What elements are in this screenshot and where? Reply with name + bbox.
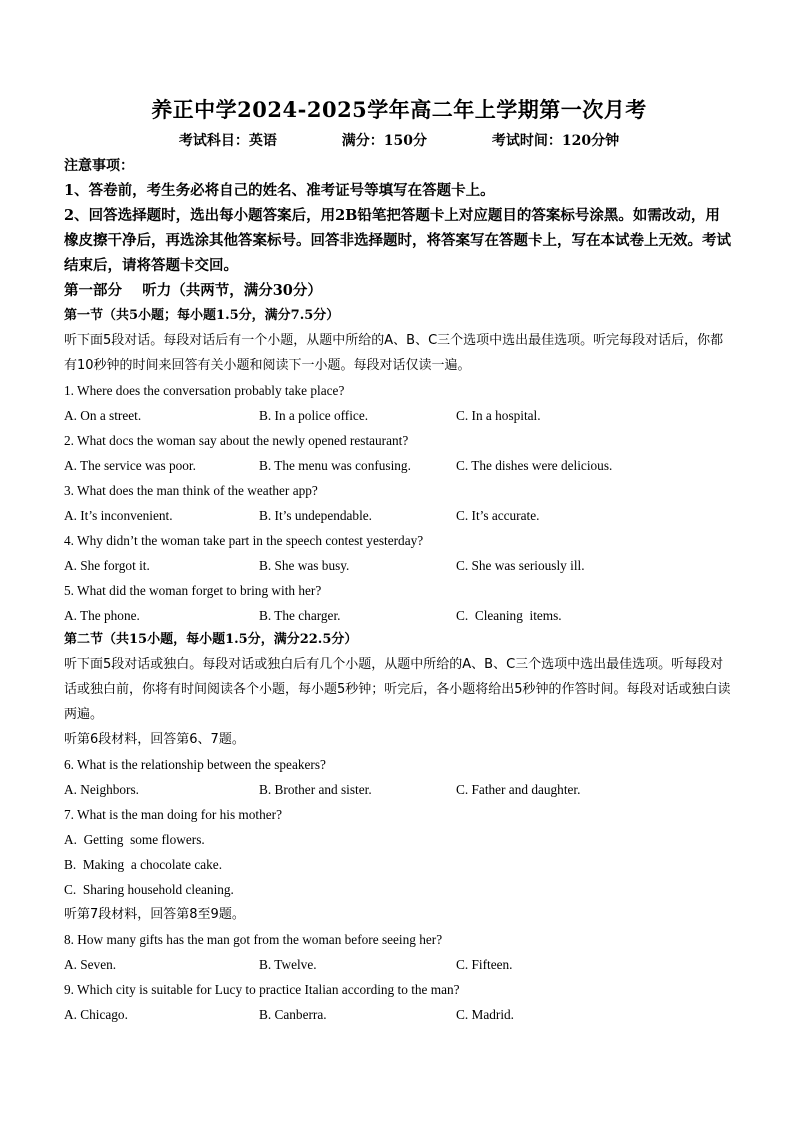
option-b: B. Twelve.: [259, 957, 317, 972]
option-c: C. It’s accurate.: [456, 508, 540, 523]
section2-instruction: 听下面5段对话或独白。每段对话或独白后有几个小题，从题中所给的A、B、C三个选项中选出最佳选项。听每段对话或独白前，你将有时间阅读各个小题，每小题5秒钟；听完后，各小题将给出5秒钟的作答时间。每段对话或独白读两遍。: [64, 657, 731, 722]
option-c: C. Father and daughter.: [456, 782, 581, 797]
part1-title: 第一部分 听力（共两节，满分30分）: [64, 282, 322, 299]
material-6-note: 听第6段材料，回答第6、7题。: [64, 732, 245, 747]
option-c: C. Fifteen.: [456, 957, 513, 972]
exam-page: [64, 92, 734, 1027]
option-b: B. It’s undependable.: [259, 508, 372, 523]
note-item-1: 1、答卷前，考生务必将自己的姓名、准考证号等填写在答题卡上。: [64, 182, 495, 199]
section1-title: 第一节（共5小题；每小题1.5分，满分7.5分）: [64, 308, 340, 323]
option-c: C. Sharing household cleaning.: [64, 882, 234, 897]
section2-title: 第二节（共15小题，每小题1.5分，满分22.5分）: [64, 632, 358, 647]
material-7-note: 听第7段材料，回答第8至9题。: [64, 907, 245, 922]
question-6-options: [64, 777, 734, 802]
option-b: B. She was busy.: [259, 558, 350, 573]
section1-instruction: 听下面5段对话。每段对话后有一个小题，从题中所给的A、B、C三个选项中选出最佳选项。听完每段对话后，你都有10秒钟的时间来回答有关小题和阅读下一小题。每段对话仅读一遍。: [64, 333, 724, 373]
option-c: C. Cleaning items.: [456, 608, 562, 623]
question-5: 5. What did the woman forget to bring with her?: [64, 583, 322, 598]
question-9-options: [64, 1002, 734, 1027]
notes-label: 注意事项：: [64, 158, 134, 174]
question-4-options: [64, 553, 734, 578]
option-a: A. She forgot it.: [64, 558, 150, 573]
question-4: 4. Why didn’t the woman take part in the speech contest yesterday?: [64, 533, 424, 548]
question-8: 8. How many gifts has the man got from the woman before seeing her?: [64, 932, 443, 947]
question-8-options: [64, 952, 734, 977]
note-item-2: 2、回答选择题时，选出每小题答案后，用2B铅笔把答题卡上对应题目的答案标号涂黑。如需改动，用橡皮擦干净后，再选涂其他答案标号。回答非选择题时，将答案写在答题卡上，写在本试卷上无效。考试结束后，请将答题卡交回。: [64, 207, 731, 274]
question-9: 9. Which city is suitable for Lucy to practice Italian according to the man?: [64, 982, 460, 997]
question-2-options: [64, 453, 734, 478]
option-a: A. On a street.: [64, 408, 142, 423]
exam-time: 考试时间：120分钟: [491, 133, 620, 149]
option-b: B. Brother and sister.: [259, 782, 372, 797]
exam-title: 养正中学2024-2025学年高二年上学期第一次月考: [151, 97, 647, 122]
question-3-options: [64, 503, 734, 528]
option-a: A. It’s inconvenient.: [64, 508, 173, 523]
exam-full-score: 满分：150分: [341, 133, 427, 149]
question-3: 3. What does the man think of the weather app?: [64, 483, 318, 498]
option-a: A. Chicago.: [64, 1007, 128, 1022]
option-a: A. Neighbors.: [64, 782, 139, 797]
question-2: 2. What docs the woman say about the newly opened restaurant?: [64, 433, 409, 448]
option-b: B. The menu was confusing.: [259, 458, 411, 473]
option-a: A. The service was poor.: [64, 458, 196, 473]
option-b: B. Making a chocolate cake.: [64, 857, 223, 872]
exam-info: [64, 128, 734, 154]
question-6: 6. What is the relationship between the speakers?: [64, 757, 326, 772]
option-b: B. Canberra.: [259, 1007, 327, 1022]
question-1-options: [64, 403, 734, 428]
question-5-options: [64, 603, 734, 628]
option-a: A. Seven.: [64, 957, 117, 972]
exam-subject: 考试科目：英语: [178, 133, 277, 149]
option-c: C. In a hospital.: [456, 408, 541, 423]
option-c: C. Madrid.: [456, 1007, 514, 1022]
question-1: 1. Where does the conversation probably take place?: [64, 383, 345, 398]
option-b: B. The charger.: [259, 608, 341, 623]
option-c: C. The dishes were delicious.: [456, 458, 613, 473]
option-a: A. Getting some flowers.: [64, 832, 205, 847]
option-a: A. The phone.: [64, 608, 140, 623]
option-c: C. She was seriously ill.: [456, 558, 585, 573]
option-b: B. In a police office.: [259, 408, 369, 423]
question-7: 7. What is the man doing for his mother?: [64, 807, 283, 822]
